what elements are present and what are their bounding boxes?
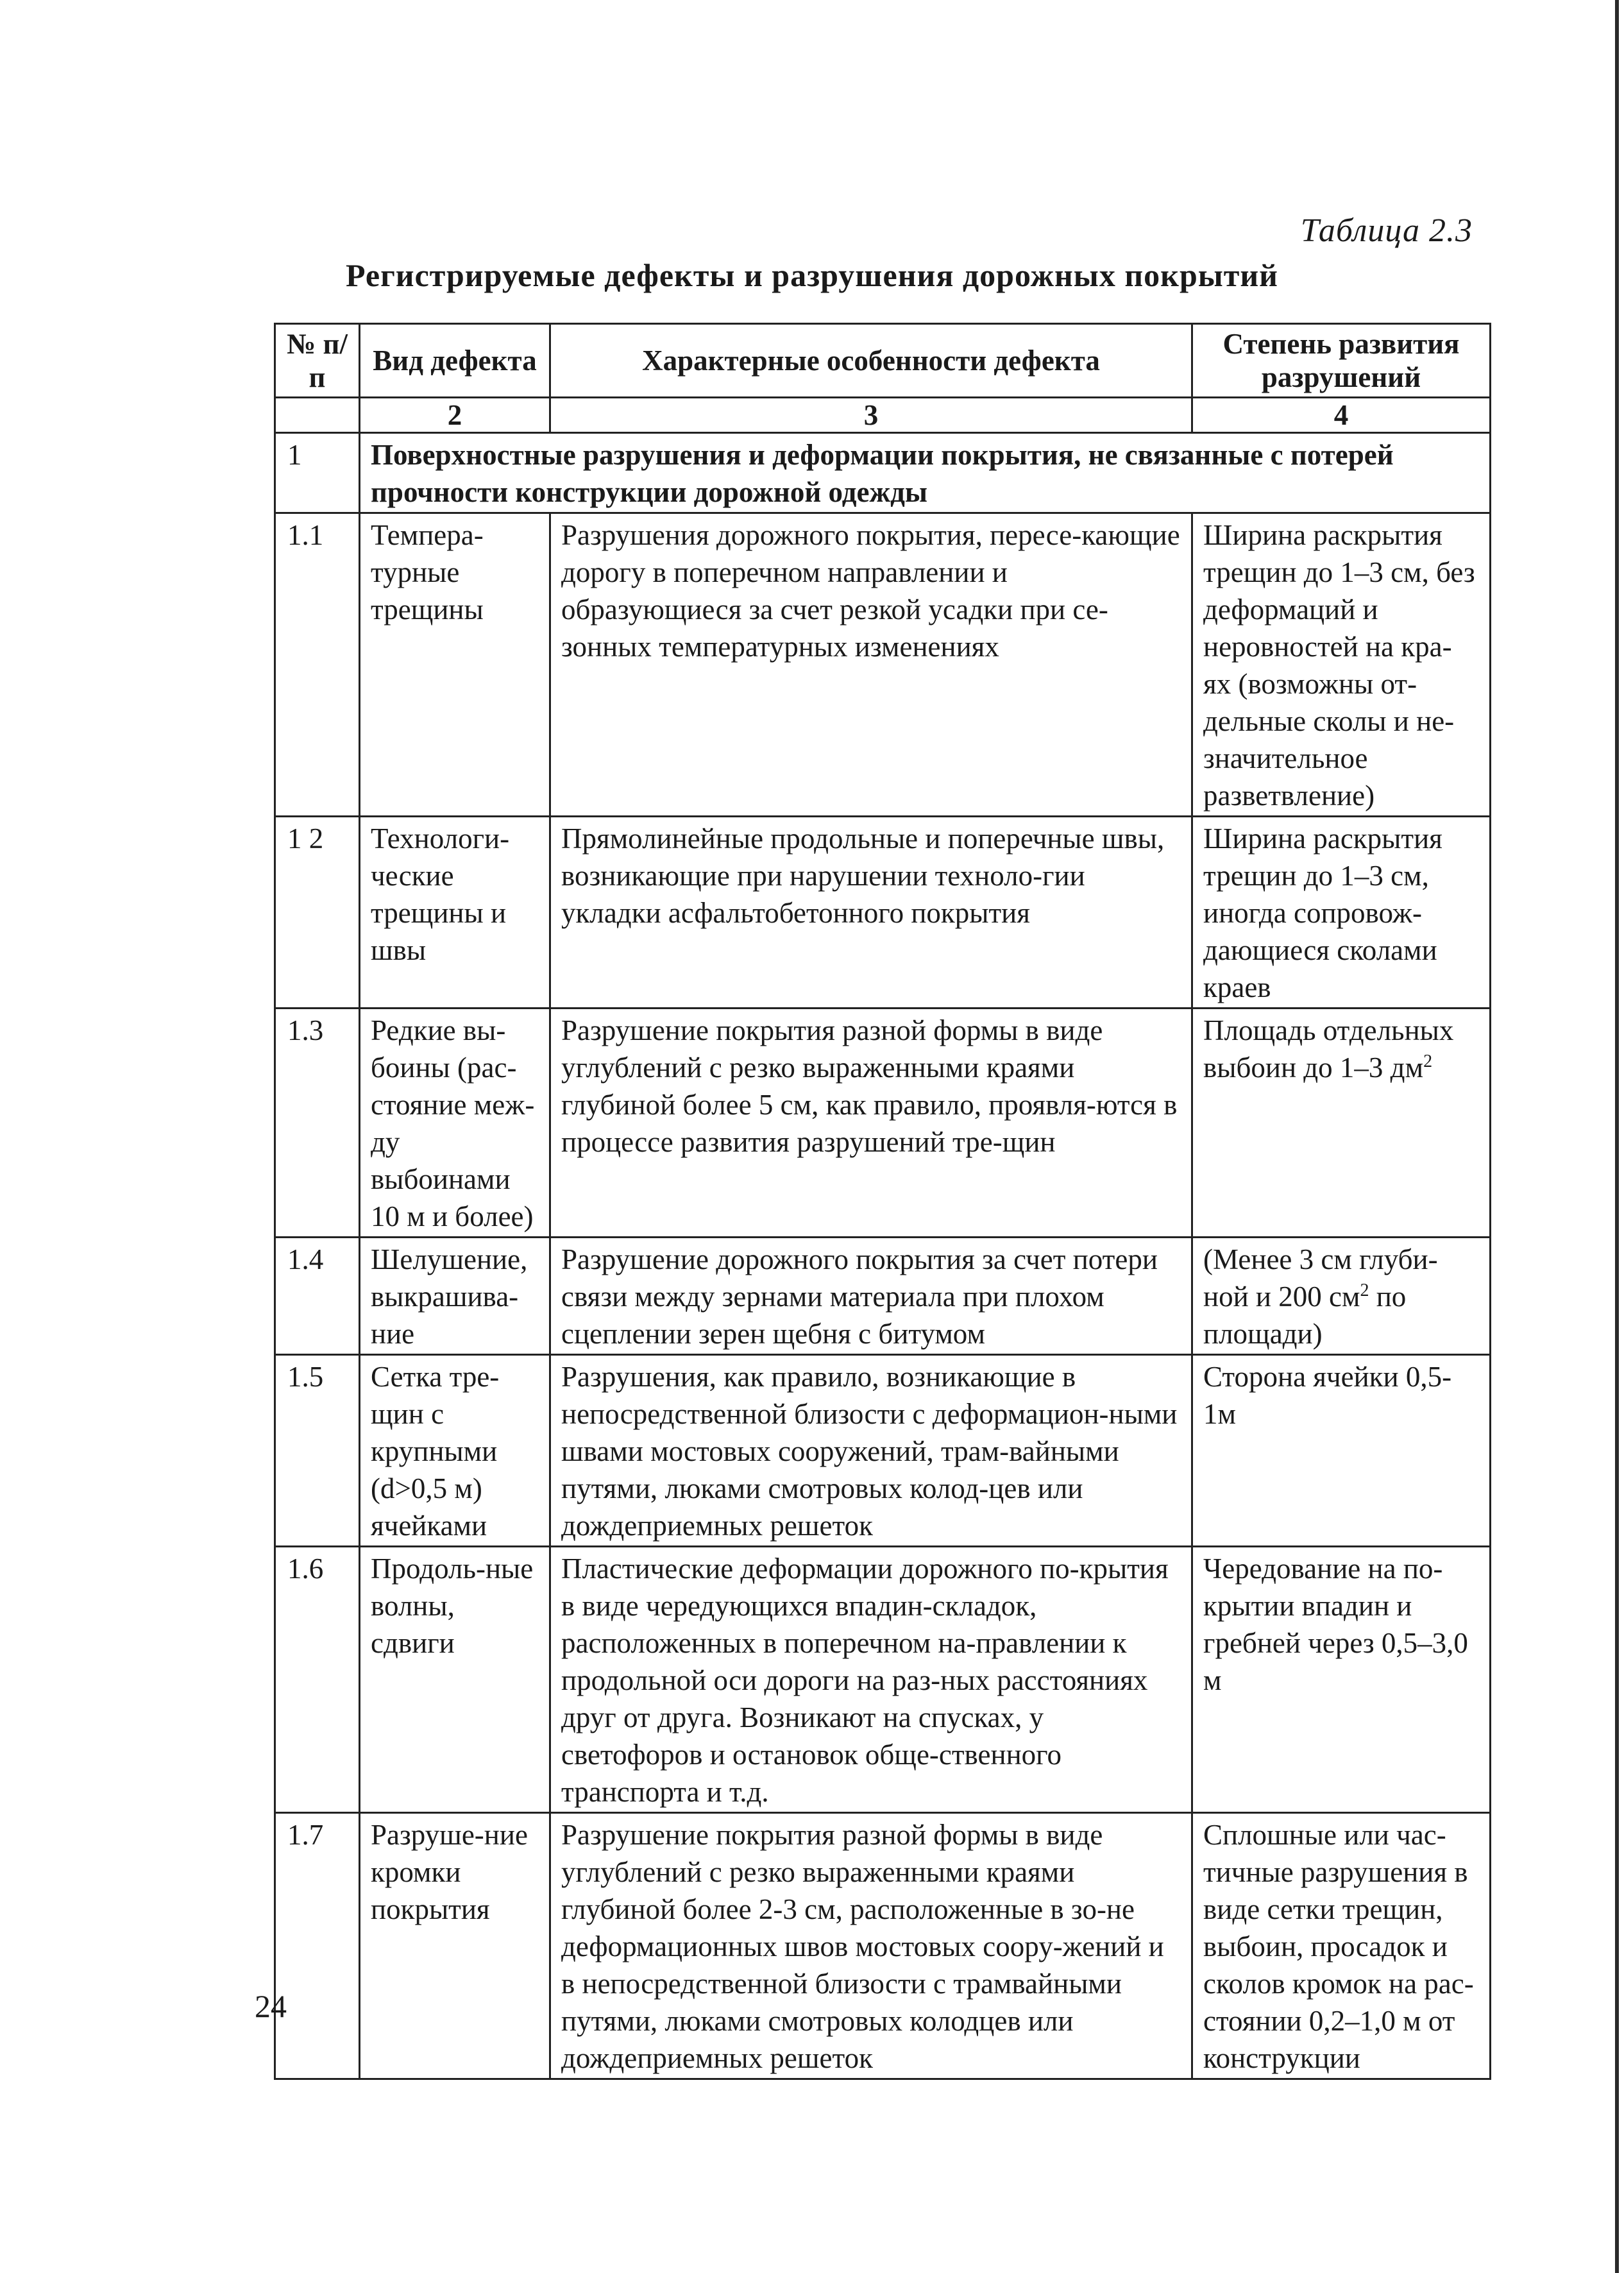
defect-degree — [1192, 1009, 1491, 1238]
row-num: 1.6 — [275, 1547, 360, 1813]
defect-features: Пластические деформации дорожного по-крытия в виде чередующихся впадин-складок, расположенных в поперечном на-правлении к продольной оси дороги на раз-ных расстояниях друг от друга. Возникают на спусках, у светофоров и остановок обще-ственного транспорта и т.д. — [550, 1547, 1192, 1813]
header-degree: Степень развития разрушений — [1192, 324, 1491, 398]
header-row — [275, 324, 1491, 398]
row-num: 1.5 — [275, 1355, 360, 1547]
degree-text: по площади) — [1203, 1281, 1407, 1350]
page-edge-shadow — [1615, 0, 1619, 2273]
defect-type: Темпера-турные трещины — [360, 513, 550, 817]
defect-type: Разруше-ние кромки покрытия — [360, 1813, 550, 2079]
superscript: 2 — [1423, 1051, 1433, 1071]
defect-type: Шелушение, выкрашива-ние — [360, 1238, 550, 1355]
superscript: 2 — [1360, 1281, 1369, 1300]
table-row — [275, 513, 1491, 817]
table-row — [275, 1813, 1491, 2079]
section-title: Поверхностные разрушения и деформации покрытия, не связанные с потерей прочности конструкции дорожной одежды — [360, 433, 1491, 513]
column-numbers-row — [275, 398, 1491, 433]
table-row — [275, 1238, 1491, 1355]
defect-type: Технологи-ческие трещины и швы — [360, 817, 550, 1009]
column-number: 2 — [360, 398, 550, 433]
column-number: 3 — [550, 398, 1192, 433]
defect-degree: Сплошные или час-тичные разрушения в виде сетки трещин, выбоин, просадок и сколов кромок на рас-стоянии 0,2–1,0 м от конструкции — [1192, 1813, 1491, 2079]
defect-degree: Сторона ячейки 0,5-1м — [1192, 1355, 1491, 1547]
header-type: Вид дефекта — [360, 324, 550, 398]
header-features: Характерные особенности дефекта — [550, 324, 1192, 398]
column-number — [275, 398, 360, 433]
table-caption: Таблица 2.3 — [1300, 212, 1473, 249]
defects-table — [274, 323, 1491, 2080]
table-row — [275, 1355, 1491, 1547]
defect-type: Сетка тре-щин с крупными (d>0,5 м) ячейками — [360, 1355, 550, 1547]
section-row — [275, 433, 1491, 513]
row-num: 1.1 — [275, 513, 360, 817]
page-number: 24 — [255, 1988, 287, 2024]
table-row — [275, 1547, 1491, 1813]
defect-degree: Ширина раскрытия трещин до 1–3 см, иногда сопровож-дающиеся сколами краев — [1192, 817, 1491, 1009]
defect-features: Прямолинейные продольные и поперечные швы, возникающие при нарушении техноло-гии укладки асфальтобетонного покрытия — [550, 817, 1192, 1009]
column-number: 4 — [1192, 398, 1491, 433]
header-num: № п/п — [275, 324, 360, 398]
row-num: 1 2 — [275, 817, 360, 1009]
degree-text: Площадь отдельных выбоин до 1–3 дм — [1203, 1014, 1454, 1084]
defect-features: Разрушения, как правило, возникающие в непосредственной близости с деформацион-ными швами мостовых сооружений, трам-вайными путями, люками смотровых колод-цев или дождеприемных решеток — [550, 1355, 1192, 1547]
defect-degree: Чередование на по-крытии впадин и гребней через 0,5–3,0 м — [1192, 1547, 1491, 1813]
defect-features: Разрушение дорожного покрытия за счет потери связи между зернами материала при плохом сцеплении зерен щебня с битумом — [550, 1238, 1192, 1355]
row-num: 1.7 — [275, 1813, 360, 2079]
degree-text: (Менее 3 см глуби-ной и 200 см — [1203, 1243, 1438, 1313]
defect-features: Разрушение покрытия разной формы в виде углублений с резко выраженными краями глубиной более 2-3 см, расположенные в зо-не деформационных швов мостовых соору-жений и в непосредственной близости с трамвайными путями, люками смотровых колодцев или дождеприемных решеток — [550, 1813, 1192, 2079]
row-num: 1.4 — [275, 1238, 360, 1355]
section-num: 1 — [275, 433, 360, 513]
defect-degree — [1192, 1238, 1491, 1355]
defect-type: Продоль-ные волны, сдвиги — [360, 1547, 550, 1813]
table-row — [275, 1009, 1491, 1238]
page-title: Регистрируемые дефекты и разрушения дорожных покрытий — [346, 257, 1278, 293]
table-row — [275, 817, 1491, 1009]
defect-features: Разрушение покрытия разной формы в виде углублений с резко выраженными краями глубиной более 5 см, как правило, проявля-ются в процессе развития разрушений тре-щин — [550, 1009, 1192, 1238]
row-num: 1.3 — [275, 1009, 360, 1238]
defect-type: Редкие вы-боины (рас-стояние меж-ду выбоинами 10 м и более) — [360, 1009, 550, 1238]
defect-features: Разрушения дорожного покрытия, пересе-кающие дорогу в поперечном направлении и образующиеся за счет резкой усадки при се-зонных температурных изменениях — [550, 513, 1192, 817]
defect-degree: Ширина раскрытия трещин до 1–3 см, без деформаций и неровностей на кра-ях (возможны от-дельные сколы и не-значительное разветвление) — [1192, 513, 1491, 817]
